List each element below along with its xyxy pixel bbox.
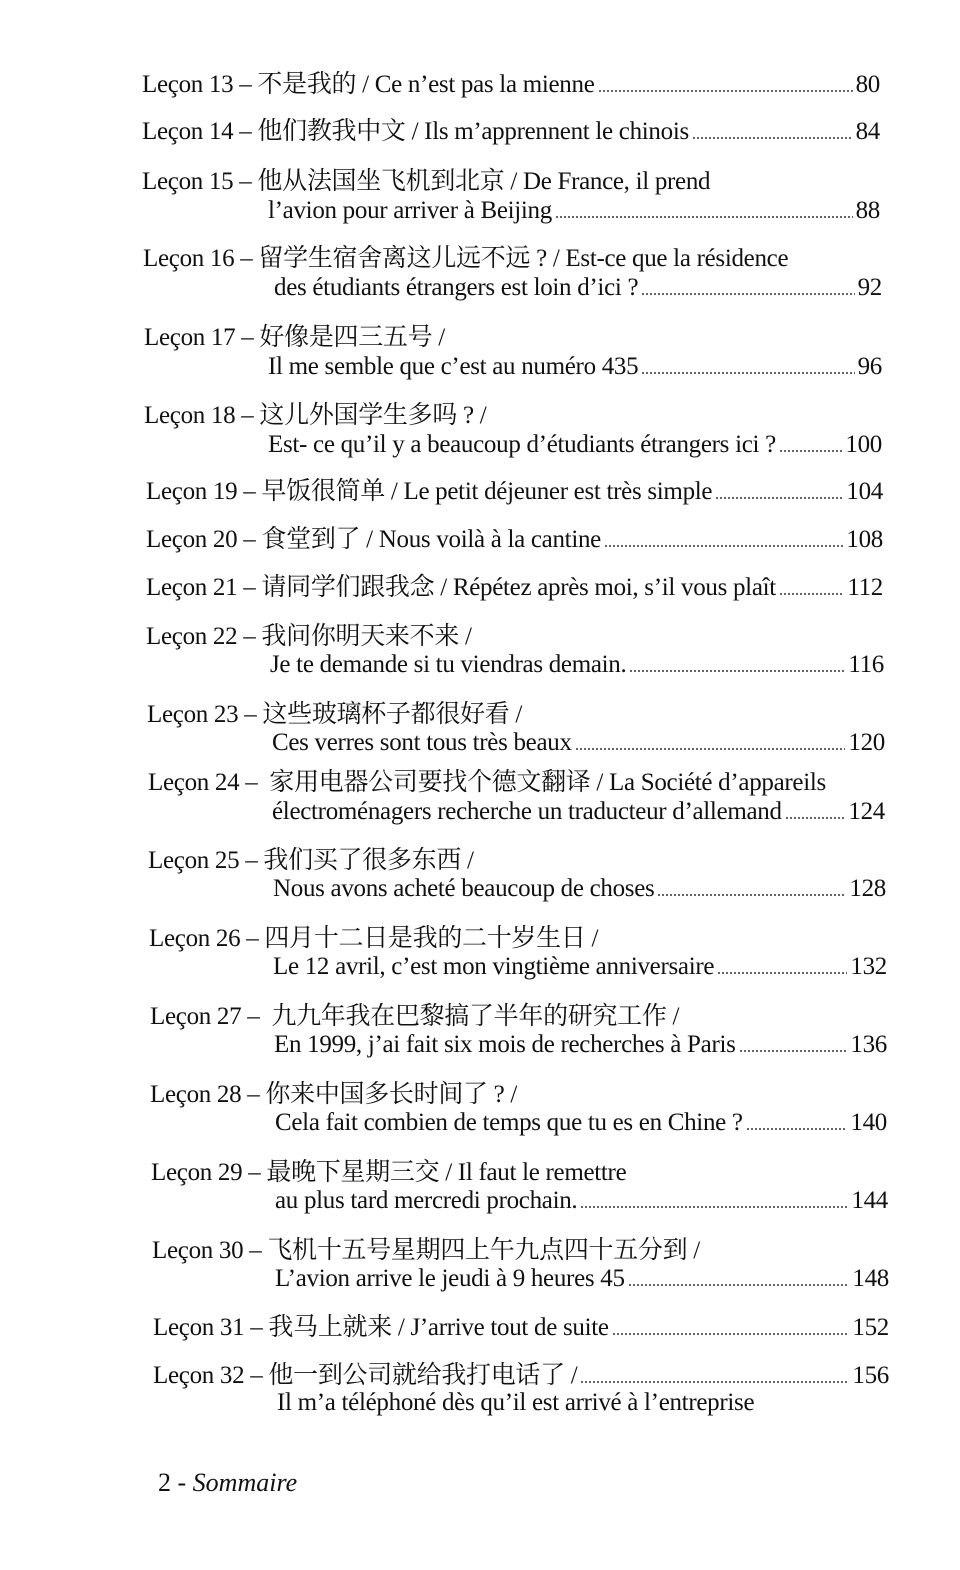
toc-entry-page: 148: [852, 1265, 889, 1292]
toc-entry-title: 留学生宿舍离这儿远不远 ? / Est-ce que la résidence: [258, 245, 789, 272]
toc-entry-title: 食堂到了 / Nous voilà à la cantine: [261, 526, 601, 553]
page-number: 2: [158, 1468, 171, 1497]
dot-leader: [598, 90, 853, 92]
toc-entry-title: 他一到公司就给我打电话了 /: [268, 1362, 578, 1389]
toc-entry-label: Leçon 17 –: [144, 324, 254, 351]
dot-leader: [692, 137, 853, 139]
toc-entry-label: Leçon 25 –: [148, 847, 258, 874]
toc-entry-title: 请同学们跟我念 / Répétez après moi, s’il vous plaît: [261, 574, 776, 601]
toc-entry-title-continued: Il me semble que c’est au numéro 435: [268, 353, 639, 380]
toc-entry-page: 80: [855, 71, 880, 98]
dot-leader: [555, 216, 853, 218]
dot-leader: [629, 670, 845, 672]
toc-entry-page: 144: [851, 1187, 888, 1214]
dot-leader: [628, 1284, 850, 1286]
toc-entry-label: Leçon 23 –: [147, 701, 257, 728]
toc-entry-title: 飞机十五号星期四上午九点四十五分到 /: [267, 1237, 700, 1264]
dot-leader: [604, 545, 843, 547]
dot-leader: [785, 817, 846, 819]
dot-leader: [746, 1128, 848, 1130]
toc-entry-page: 84: [855, 118, 880, 145]
toc-entry-label: Leçon 18 –: [144, 402, 254, 429]
toc-entry-title-continued: Il m’a téléphoné dès qu’il est arrivé à l’entreprise: [277, 1389, 755, 1416]
toc-entry-title-continued: des étudiants étrangers est loin d’ici ?: [274, 274, 639, 301]
toc-entry-label: Leçon 32 –: [153, 1362, 263, 1389]
toc-entry-page: 116: [848, 651, 884, 678]
toc-entry-page: 140: [850, 1109, 887, 1136]
toc-entry-title: 四月十二日是我的二十岁生日 /: [264, 925, 599, 952]
toc-entry-title-continued: au plus tard mercredi prochain.: [275, 1187, 578, 1214]
toc-entry-title: 我们买了很多东西 /: [263, 847, 474, 874]
toc-entry-title: 最晚下星期三交 / Il faut le remettre: [266, 1159, 627, 1186]
toc-entry-title-continued: Je te demande si tu viendras demain.: [270, 651, 627, 678]
toc-entry-label: Leçon 14 –: [142, 118, 252, 145]
toc-entry-label: Leçon 29 –: [151, 1159, 261, 1186]
toc-entry-title-continued: L’avion arrive le jeudi à 9 heures 45: [275, 1265, 625, 1292]
toc-entry-label: Leçon 19 –: [146, 478, 256, 505]
toc-entry-title-continued: Cela fait combien de temps que tu es en Chine ?: [275, 1109, 743, 1136]
toc-entry-title-continued: Nous avons acheté beaucoup de choses: [273, 875, 655, 902]
toc-entry-title: 不是我的 / Ce n’est pas la mienne: [257, 71, 595, 98]
page-footer: [158, 1468, 297, 1498]
dot-leader: [580, 1206, 848, 1208]
toc-entry-label: Leçon 24 –: [148, 769, 258, 796]
toc-entry-title: 他从法国坐飞机到北京 / De France, il prend: [257, 168, 711, 195]
toc-entry-label: Leçon 20 –: [146, 526, 256, 553]
dot-leader: [641, 293, 854, 295]
toc-entry-page: 128: [849, 875, 886, 902]
toc-entry-title-continued: Le 12 avril, c’est mon vingtième anniversaire: [273, 953, 715, 980]
toc-entry-title: 这些玻璃杯子都很好看 /: [262, 701, 523, 728]
toc-entry-label: Leçon 21 –: [146, 574, 256, 601]
toc-entry-page: 96: [857, 353, 882, 380]
toc-entry-title: 我马上就来 / J’arrive tout de suite: [268, 1314, 609, 1341]
toc-entry-page: 108: [846, 526, 883, 553]
dot-leader: [717, 972, 847, 974]
toc-entry-title-continued: électroménagers recherche un traducteur d’allemand: [272, 798, 782, 825]
toc-entry-page: 136: [850, 1031, 887, 1058]
toc-entry-label: Leçon 28 –: [150, 1081, 260, 1108]
dot-leader: [641, 372, 854, 374]
toc-entry-title: 家用电器公司要找个德文翻译 / La Société d’appareils: [269, 769, 826, 796]
dot-leader: [779, 593, 844, 595]
toc-entry-page: 124: [848, 798, 885, 825]
toc-entry-page: 100: [845, 431, 882, 458]
toc-entry-title: 好像是四三五号 /: [259, 324, 445, 351]
dot-leader: [612, 1333, 850, 1335]
dot-leader: [739, 1050, 848, 1052]
toc-entry-title: 早饭很简单 / Le petit déjeuner est très simple: [261, 478, 713, 505]
toc-entry-title: 他们教我中文 / Ils m’apprennent le chinois: [257, 118, 689, 145]
toc-entry-title: 九九年我在巴黎搞了半年的研究工作 /: [271, 1003, 680, 1030]
toc-entry-page: 92: [857, 274, 882, 301]
toc-entry-page: 152: [852, 1314, 889, 1341]
toc-entry-title: 你来中国多长时间了 ? /: [265, 1081, 518, 1108]
toc-entry-label: Leçon 27 –: [150, 1003, 260, 1030]
toc-entry-title-continued: Ces verres sont tous très beaux: [272, 729, 572, 756]
toc-entry-label: Leçon 30 –: [152, 1237, 262, 1264]
toc-entry-page: 156: [852, 1362, 889, 1389]
footer-separator: -: [171, 1468, 193, 1497]
toc-entry-title-continued: En 1999, j’ai fait six mois de recherches à Paris: [274, 1031, 736, 1058]
dot-leader: [580, 1381, 849, 1383]
dot-leader: [715, 497, 843, 499]
toc-entry-label: Leçon 16 –: [143, 245, 253, 272]
toc-entry-label: Leçon 13 –: [142, 71, 252, 98]
toc-entry-page: 120: [848, 729, 885, 756]
dot-leader: [657, 894, 846, 896]
toc-entry-page: 104: [846, 478, 883, 505]
toc-entry-page: 112: [847, 574, 883, 601]
toc-entry-title: 我问你明天来不来 /: [261, 623, 472, 650]
toc-entry-label: Leçon 15 –: [142, 168, 252, 195]
dot-leader: [779, 450, 842, 452]
toc-entry-title: 这儿外国学生多吗 ? /: [259, 402, 487, 429]
toc-entry-title-continued: l’avion pour arriver à Beijing: [268, 197, 552, 224]
section-title: Sommaire: [192, 1468, 298, 1497]
toc-entry-page: 88: [855, 197, 880, 224]
toc-entry-label: Leçon 26 –: [149, 925, 259, 952]
toc-entry-label: Leçon 31 –: [153, 1314, 263, 1341]
dot-leader: [575, 748, 846, 750]
toc-entry-page: 132: [850, 953, 887, 980]
toc-entry-title-continued: Est- ce qu’il y a beaucoup d’étudiants étrangers ici ?: [268, 431, 776, 458]
toc-entry-label: Leçon 22 –: [146, 623, 256, 650]
